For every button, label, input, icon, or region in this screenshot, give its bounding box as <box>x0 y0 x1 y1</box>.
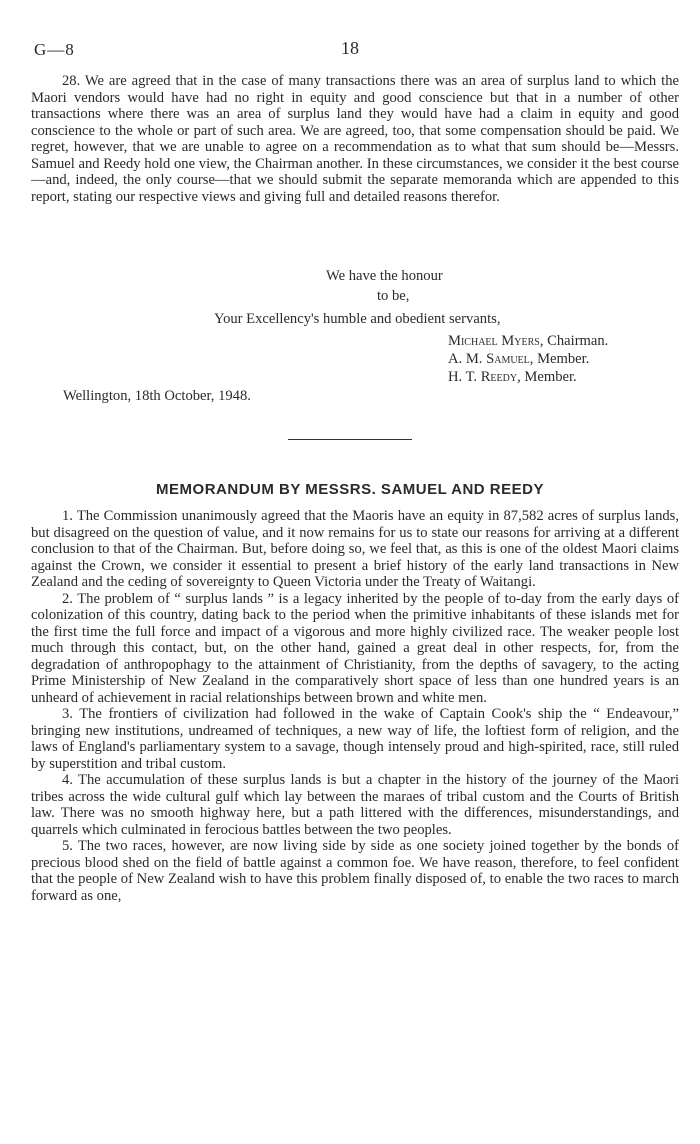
document-reference: G—8 <box>34 40 75 59</box>
memo-paragraph-3: 3. The frontiers of civilization had followed in the wake of Captain Cook's ship the “ Endeavour,” bringing new institutions, undreamed of techniques, a new way of life, the loftiest form of religion, and the laws of England's parliamentary system to a savage, though intensely proud and high-spirited, race, still ruled by superstition and tribal custom. <box>31 706 679 772</box>
signatory-role: , Member. <box>517 369 577 385</box>
memorandum-heading: MEMORANDUM BY MESSRS. SAMUEL AND REEDY <box>156 481 544 498</box>
signatory-name: A. M. Samuel <box>448 351 530 367</box>
page-number: 18 <box>341 38 359 58</box>
signatory-member-reedy <box>448 369 577 386</box>
signatory-name: H. T. Reedy <box>448 369 518 385</box>
paragraph-28: 28. We are agreed that in the case of many transactions there was an area of surplus land to which the Maori vendors would have had no right in equity and good conscience but that in a number of other transactions where there was an area of surplus land they would have had a claim in equity and good conscience to the whole or part of such area. We are agreed, too, that some compensation should be paid. We regret, however, that we are unable to agree on a recommendation as to what that sum should be—Messrs. Samuel and Reedy hold one view, the Chairman another. In these circumstances, we consider it the best course—and, indeed, the only course—that we should submit the separate memoranda which are appended to this report, stating our respective views and giving full and detailed reasons therefor. <box>31 73 679 205</box>
memo-paragraph-2: 2. The problem of “ surplus lands ” is a legacy inherited by the people of to-day from the early days of colonization of this country, dating back to the period when the primitive inhabitants of these islands met for the first time the full force and impact of a vigorous and more highly civilized race. The weaker people lost much through this contact, but, on the other hand, gained a great deal in other respects, for, from the degradation of anthropophagy to the attainment of Christianity, from the depths of savagery, to the acting Prime Ministership of New Zealand in the comparatively short space of less than one hundred years is an unheard of achievement in racial relationships between brown and white men. <box>31 590 679 706</box>
signatory-role: , Chairman. <box>539 333 609 349</box>
signatory-name: Michael Myers <box>448 333 540 349</box>
closing-line-honour: We have the honour <box>326 268 443 284</box>
memo-paragraph-5: 5. The two races, however, are now living side by side as one society joined together by the bonds of precious blood shed on the field of battle against a common foe. We have reason, therefore, to feel confident that the people of New Zealand wish to have this problem finally disposed of, to enable the two races to march forward as one, <box>31 838 679 904</box>
memorandum-body <box>31 508 679 904</box>
closing-line-servants: Your Excellency's humble and obedient servants, <box>214 311 501 327</box>
signatory-chairman <box>448 333 608 350</box>
closing-line-to-be: to be, <box>377 288 410 304</box>
place-date: Wellington, 18th October, 1948. <box>63 388 251 404</box>
section-divider <box>288 439 412 440</box>
signatory-member-samuel <box>448 351 589 368</box>
signatory-role: , Member. <box>529 351 590 367</box>
memo-paragraph-4: 4. The accumulation of these surplus lands is but a chapter in the history of the journey of the Maori tribes across the wide cultural gulf which lay between the maraes of tribal custom and the Courts of British law. There was no smooth highway here, but a path littered with the differences, misunderstandings, and quarrels which culminated in ferocious battles between the two peoples. <box>31 772 679 838</box>
memo-paragraph-1: 1. The Commission unanimously agreed that the Maoris have an equity in 87,582 acres of surplus lands, but disagreed on the question of value, and it now remains for us to state our reasons for arriving at a different conclusion to that of the Chairman. But, before doing so, we feel that, as this is one of the oldest Maori claims against the Crown, we consider it essential to present a brief history of the early land transactions in New Zealand and the ceding of sovereignty to Queen Victoria under the Treaty of Waitangi. <box>31 508 679 590</box>
report-body <box>31 73 679 205</box>
